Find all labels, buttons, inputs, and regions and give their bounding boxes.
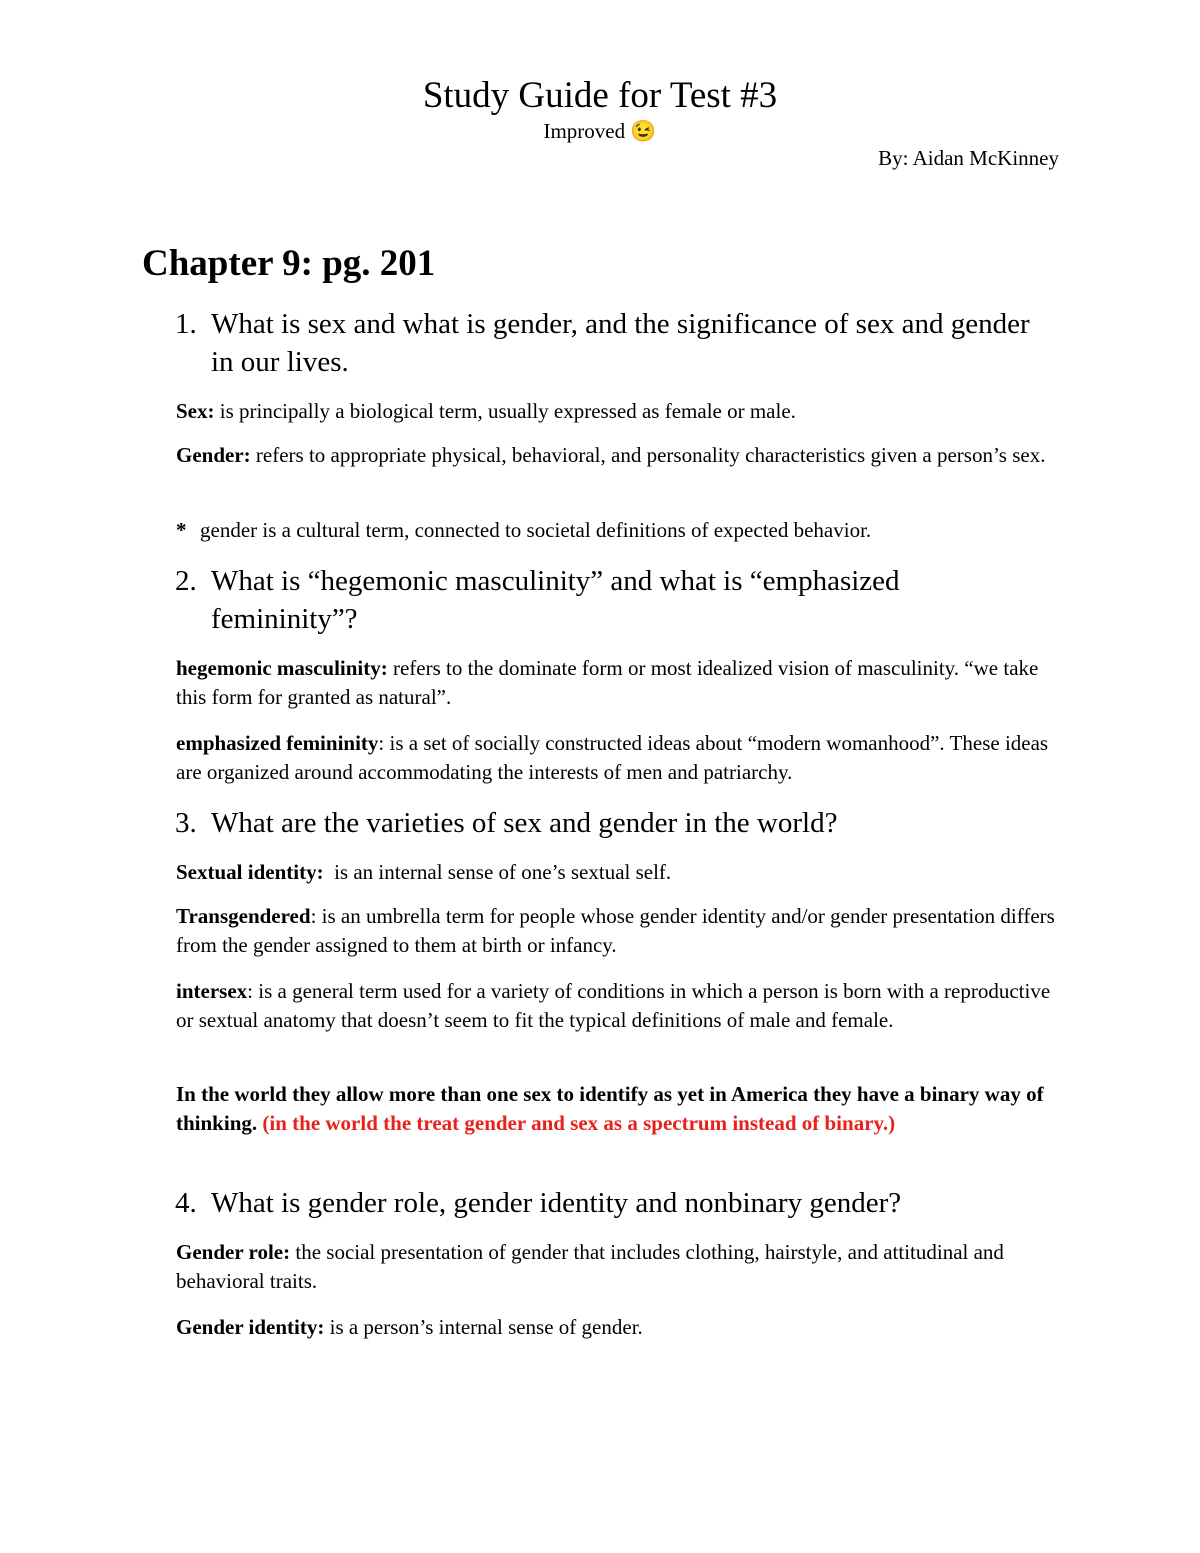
term-definition: refers to the dominate form or most idealized vision of masculinity. “we take this form for granted as natural”. [176,656,1039,709]
gender-note [176,516,1056,545]
bullet-star-icon: * [176,518,187,542]
question-4 [175,1184,1035,1222]
question-number: 3. [175,807,197,839]
term-label: Gender role: [176,1240,291,1264]
term-label: emphasized femininity [176,731,379,755]
definition-gender-role [176,1238,1056,1296]
term-label: Sex: [176,399,215,423]
chapter-heading: Chapter 9: pg. 201 [142,243,436,284]
definition-intersex [176,977,1056,1035]
term-definition: is principally a biological term, usually expressed as female or male. [214,399,796,423]
question-number: 2. [175,565,197,597]
term-definition: the social presentation of gender that includes clothing, hairstyle, and attitudinal and behavioral traits. [176,1240,1004,1293]
document-author: By: Aidan McKinney [878,146,1059,170]
question-3 [175,804,1035,842]
term-label: Transgendered [176,904,311,928]
definition-gender [176,441,1056,470]
question-text: What are the varieties of sex and gender in the world? [211,807,838,839]
term-label: intersex [176,979,248,1003]
definition-transgendered [176,902,1056,960]
document-title: Study Guide for Test #3 [422,75,778,116]
definition-hegemonic-masculinity [176,654,1056,712]
question-number: 4. [175,1187,197,1219]
question-1 [175,305,1035,381]
term-label: Gender identity: [176,1315,325,1339]
red-annotation: (in the world the treat gender and sex as a spectrum instead of binary.) [262,1111,896,1135]
term-definition: is an internal sense of one’s sextual self. [323,860,672,884]
question-text: What is “hegemonic masculinity” and what is “emphasized femininity”? [211,565,900,635]
definition-sextual-identity [176,858,1056,887]
question-text: What is sex and what is gender, and the significance of sex and gender in our lives. [211,308,1030,378]
world-comparison-note [176,1080,1056,1138]
question-number: 1. [175,308,197,340]
term-label: Sextual identity: [176,860,324,884]
note-text: gender is a cultural term, connected to societal definitions of expected behavior. [200,518,872,542]
definition-gender-identity [176,1313,1056,1342]
term-label: hegemonic masculinity: [176,656,388,680]
term-definition: : is an umbrella term for people whose gender identity and/or gender presentation differs from the gender assigned to them at birth or infancy. [176,904,1055,957]
question-text: What is gender role, gender identity and nonbinary gender? [211,1187,902,1219]
term-label: Gender: [176,443,251,467]
definition-sex [176,397,1056,426]
term-definition: : is a set of socially constructed ideas about “modern womanhood”. These ideas are organized around accommodating the interests of men and patriarchy. [176,731,1049,784]
question-2 [175,562,1035,638]
definition-emphasized-femininity [176,729,1056,787]
document-subtitle: Improved 😉 [543,119,657,143]
term-definition: : is a general term used for a variety of conditions in which a person is born with a reproductive or sextual anatomy that doesn’t seem to fit the typical definitions of male and female. [176,979,1051,1032]
term-definition: is a person’s internal sense of gender. [324,1315,643,1339]
bold-statement: In the world they allow more than one sex to identify as yet in America they have a binary way of thinking. [176,1082,1044,1135]
term-definition: refers to appropriate physical, behavioral, and personality characteristics given a person’s sex. [250,443,1046,467]
